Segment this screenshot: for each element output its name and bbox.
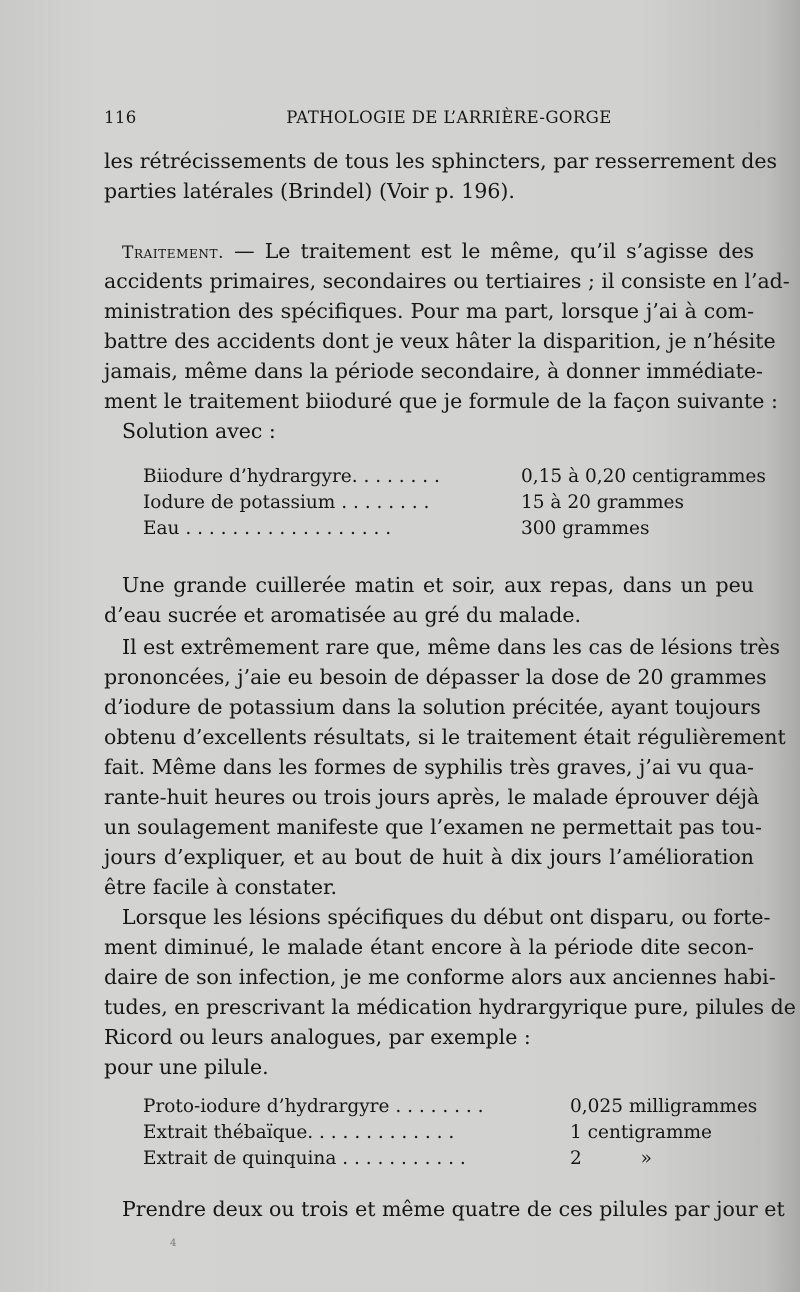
recipe-row <box>143 464 766 490</box>
text-line: jours d’expliquer, et au bout de huit à dix jours l’amélioration <box>104 845 754 869</box>
text-line: les rétrécissements de tous les sphincters, par resserrement des <box>104 149 778 173</box>
recipe-row <box>143 1146 755 1172</box>
ingredient-amount: 15 à 20 grammes <box>521 492 684 513</box>
text-line: Prendre deux ou trois et même quatre de ces pilules par jour et <box>122 1197 785 1221</box>
text-line: tudes, en prescrivant la médication hydrargyrique pure, pilules de <box>104 995 796 1019</box>
ingredient-name: Eau . . . . . . . . . . . . . . . . . . <box>143 518 392 539</box>
recipe-row <box>143 1120 755 1146</box>
recipe-solution <box>143 464 766 544</box>
text-line: Il est extrêmement rare que, même dans les cas de lésions très <box>122 635 781 659</box>
text-line: un soulagement manifeste que l’examen ne permettait pas tou- <box>104 815 762 839</box>
text-line: être facile à constater. <box>104 875 338 899</box>
ingredient-name: Proto-iodure d’hydrargyre . . . . . . . . <box>143 1096 484 1117</box>
text-line: daire de son infection, je me conforme alors aux anciennes habi- <box>104 965 776 989</box>
text-line: Solution avec : <box>122 419 276 443</box>
page-header <box>104 108 754 136</box>
recipe-row <box>143 1094 758 1120</box>
recipe-pill <box>143 1094 758 1174</box>
text-line: obtenu d’excellents résultats, si le traitement était régulièrement <box>104 725 786 749</box>
running-title: PATHOLOGIE DE L’ARRIÈRE-GORGE <box>286 108 612 127</box>
ingredient-name: Biiodure d’hydrargyre. . . . . . . . <box>143 466 440 487</box>
ingredient-amount: 300 grammes <box>521 518 650 539</box>
ingredient-name: Iodure de potassium . . . . . . . . <box>143 492 430 513</box>
text-fragment: — Le traitement est le même, qu’il s’agisse des <box>224 239 754 263</box>
recipe-row <box>143 516 755 542</box>
ingredient-amount: 1 centigramme <box>570 1122 712 1143</box>
recipe-row <box>143 490 755 516</box>
text-line: d’iodure de potassium dans la solution précitée, ayant toujours <box>104 695 761 719</box>
ingredient-amount: 0,025 milligrammes <box>570 1096 758 1117</box>
text-line: Ricord ou leurs analogues, par exemple : <box>104 1025 531 1049</box>
ingredient-amount: 0,15 à 0,20 centigrammes <box>521 466 766 487</box>
ingredient-name: Extrait thébaïque. . . . . . . . . . . . . <box>143 1122 455 1143</box>
treatment-first-line <box>104 236 754 268</box>
text-line: parties latérales (Brindel) (Voir p. 196). <box>104 179 515 203</box>
page-number: 116 <box>104 108 137 127</box>
text-line: battre des accidents dont je veux hâter la disparition, je n’hésite <box>104 329 776 353</box>
text-line: Lorsque les lésions spécifiques du début ont disparu, ou forte- <box>122 905 771 929</box>
ingredient-amount: 2 » <box>570 1148 652 1169</box>
text-line: accidents primaires, secondaires ou tertiaires ; il consiste en l’ad- <box>104 269 790 293</box>
text-line: rante-huit heures ou trois jours après, le malade éprouver déjà <box>104 785 760 809</box>
text-line: prononcées, j’aie eu besoin de dépasser la dose de 20 grammes <box>104 665 767 689</box>
text-line: jamais, même dans la période secondaire, à donner immédiate- <box>104 359 763 383</box>
text-line: fait. Même dans les formes de syphilis très graves, j’ai vu qua- <box>104 755 754 779</box>
text-line: ment le traitement biioduré que je formule de la façon suivante : <box>104 389 778 413</box>
text-line: Une grande cuillerée matin et soir, aux repas, dans un peu <box>122 573 754 597</box>
text-line: ministration des spécifiques. Pour ma part, lorsque j’ai à com- <box>104 299 754 323</box>
section-heading: Traitement. <box>122 243 225 263</box>
text-line: pour une pilule. <box>104 1055 269 1079</box>
ingredient-name: Extrait de quinquina . . . . . . . . . . . <box>143 1148 466 1169</box>
text-line: d’eau sucrée et aromatisée au gré du malade. <box>104 603 582 627</box>
text-line: ment diminué, le malade étant encore à la période dite secon- <box>104 935 754 959</box>
margin-mark: 4 <box>170 1238 177 1249</box>
